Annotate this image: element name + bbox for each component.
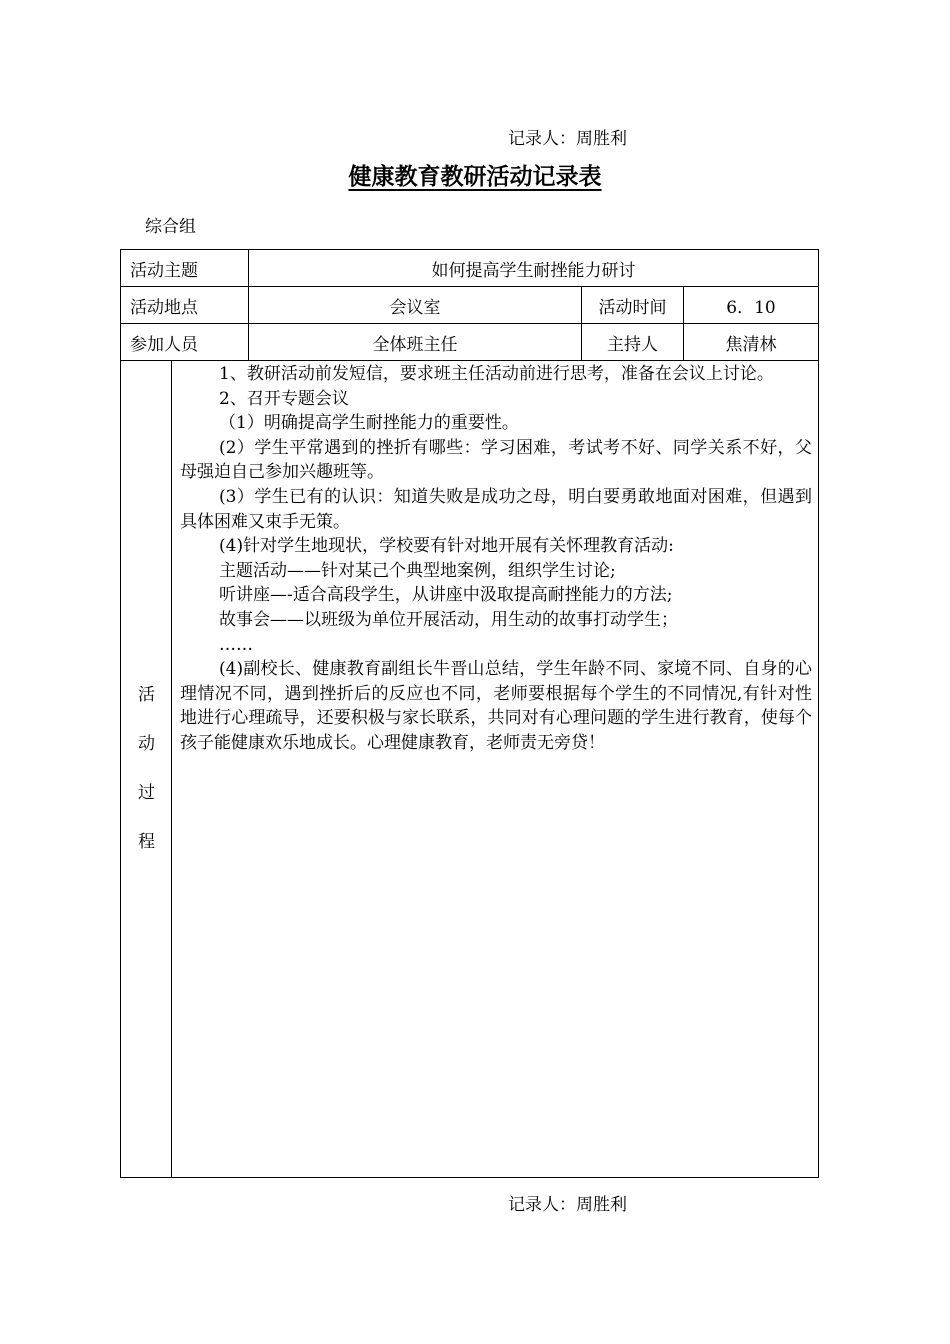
process-label-char: 程: [138, 832, 155, 852]
process-paragraph: （1）明确提高学生耐挫能力的重要性。: [219, 413, 519, 434]
time-value: 6．10: [726, 297, 776, 318]
topic-value: 如何提高学生耐挫能力研讨: [431, 260, 636, 281]
recorder-bottom: 记录人：周胜利: [508, 1195, 627, 1215]
process-paragraph: (2）学生平常遇到的挫折有哪些：学习困难，考试考不好、同学关系不好，父母强迫自己参加兴趣班等。: [180, 437, 812, 483]
process-content: [180, 361, 812, 756]
process-label: [121, 361, 172, 1177]
host-value: 焦清林: [725, 334, 777, 355]
record-table: [120, 249, 819, 1178]
process-label-char: 过: [138, 783, 155, 803]
recorder-top: 记录人：周胜利: [508, 129, 627, 149]
process-paragraph: 故事会——以班级为单位开展活动，用生动的故事打动学生；: [219, 609, 678, 630]
topic-label: 活动主题: [130, 260, 198, 281]
process-paragraph: (3）学生已有的认识：知道失败是成功之母，明白要勇敢地面对困难，但遇到具体困难又束手无策。: [180, 486, 812, 532]
process-paragraph: 听讲座—-适合高段学生，从讲座中汲取提高耐挫能力的方法;: [219, 585, 673, 606]
group-label: 综合组: [145, 217, 196, 237]
process-paragraph: (4)副校长、健康教育副组长牛晋山总结，学生年龄不同、家境不同、自身的心理情况不同，遇到挫折后的反应也不同，老师要根据每个学生的不同情况,有针对性地进行心理疏导，还要积极与家长联系，共同对有心理问题的学生进行教育，使每个孩子能健康欢乐地成长。心理健康教育，老师责无旁贷！: [180, 659, 812, 753]
time-label: 活动时间: [598, 297, 667, 318]
process-label-char: 活: [138, 685, 155, 705]
host-label: 主持人: [607, 334, 658, 355]
process-paragraph: ……: [219, 634, 253, 655]
participants-label: 参加人员: [130, 334, 198, 355]
participants-value: 全体班主任: [372, 334, 458, 355]
process-paragraph: (4)针对学生地现状，学校要有针对地开展有关怀理教育活动:: [219, 536, 674, 557]
process-paragraph: 主题活动——针对某己个典型地案例，组织学生讨论;: [219, 560, 616, 581]
process-paragraph: 1、教研活动前发短信，要求班主任活动前进行思考，准备在会议上讨论。: [219, 364, 774, 384]
place-label: 活动地点: [130, 297, 198, 318]
process-paragraph: 2、召开专题会议: [219, 388, 349, 409]
place-value: 会议室: [389, 297, 441, 318]
process-label-char: 动: [138, 734, 155, 754]
page-title: 健康教育教研活动记录表: [348, 163, 602, 190]
